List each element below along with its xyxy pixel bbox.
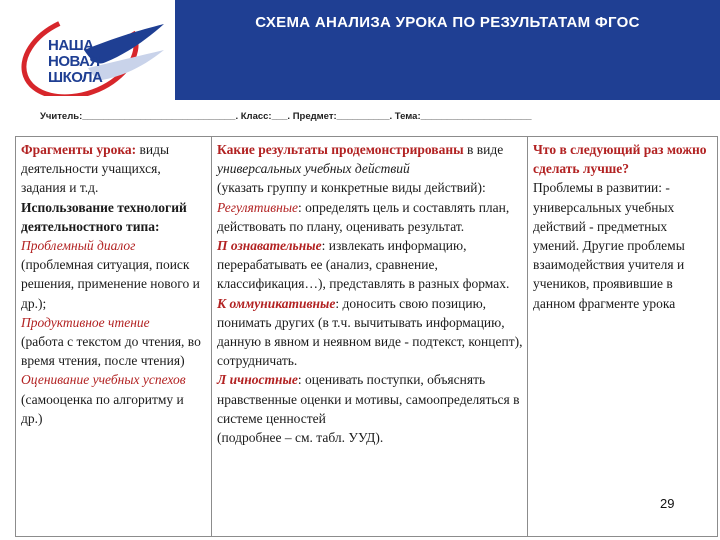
column-lesson-fragments: [16, 137, 212, 537]
logo-line-1: НАША: [48, 37, 94, 54]
col2-heading: Какие результаты продемонстрированы: [217, 142, 464, 157]
page-title: СХЕМА АНАЛИЗА УРОКА ПО РЕЗУЛЬТАТАМ ФГОС: [255, 14, 640, 31]
col2-regulatory-title: Регулятивные: [217, 199, 298, 215]
col1-dialog-title: Проблемный диалог: [21, 238, 136, 254]
col2-heading-rest: (указать группу и конкретные виды действий):: [217, 180, 486, 196]
column-improvements: [528, 137, 718, 537]
col2-regulatory-text: : определять цель и составлять план, действовать по плану, оценивать результат.: [217, 199, 510, 234]
col2-cognitive-title: П ознавательные: [217, 238, 322, 254]
header: [0, 0, 720, 100]
col2-communicative-text: : доносить свою позицию, понимать других (в т.ч. вычитывать информацию, данную в явном и неявном виде - подтекст, концепт), сотрудничать.: [217, 295, 523, 369]
col1-reading-text: (работа с текстом до чтения, во время чтения, после чтения): [21, 334, 201, 369]
col1-dialog-text: (проблемная ситуация, поиск решения, применение нового и др.);: [21, 257, 200, 311]
col2-note: (подробнее – см. табл. УУД).: [217, 430, 384, 446]
col3-text: Проблемы в развитии: - универсальных учебных действий - предметных умений. Другие проблемы взаимодействия учителя и учеников, проявившие в данном фрагменте урока: [533, 180, 685, 311]
column-results: [212, 137, 528, 537]
col2-cognitive-text: : извлекать информацию, перерабатывать ее (анализ, сравнение, классификация…), представлять в разных формах.: [217, 238, 510, 292]
logo: [14, 10, 169, 96]
form-fill-line: Учитель:_____________________________. Класс:___. Предмет:__________. Тема:_____________________: [40, 111, 532, 122]
page-number: 29: [660, 496, 675, 511]
col1-reading-title: Продуктивное чтение: [21, 314, 150, 330]
logo-line-2: НОВАЯ: [48, 53, 100, 70]
col2-personal-text: : оценивать поступки, объяснять нравственные оценки и мотивы, самоопределяться в системе ценностей: [217, 372, 520, 426]
col2-heading-italic: универсальных учебных действий: [217, 161, 410, 177]
col2-heading-in: в виде: [463, 142, 504, 157]
col2-communicative-title: К оммуникативные: [217, 295, 336, 311]
col1-assessment-title: Оценивание учебных успехов: [21, 372, 186, 388]
col1-method-title: Использование технологий деятельностного типа:: [21, 199, 187, 234]
col1-assessment-text: (самооценка по алгоритму и др.): [21, 391, 184, 426]
analysis-table: [15, 136, 718, 537]
col1-heading-rest: виды деятельности учащихся, задания и т.д.: [21, 142, 170, 196]
col2-personal-title: Л ичностные: [217, 372, 298, 388]
col1-heading: Фрагменты урока:: [21, 142, 137, 157]
logo-line-3: ШКОЛА: [48, 69, 103, 86]
col3-heading: Что в следующий раз можно сделать лучше?: [533, 142, 707, 177]
logo-text: [48, 38, 102, 86]
